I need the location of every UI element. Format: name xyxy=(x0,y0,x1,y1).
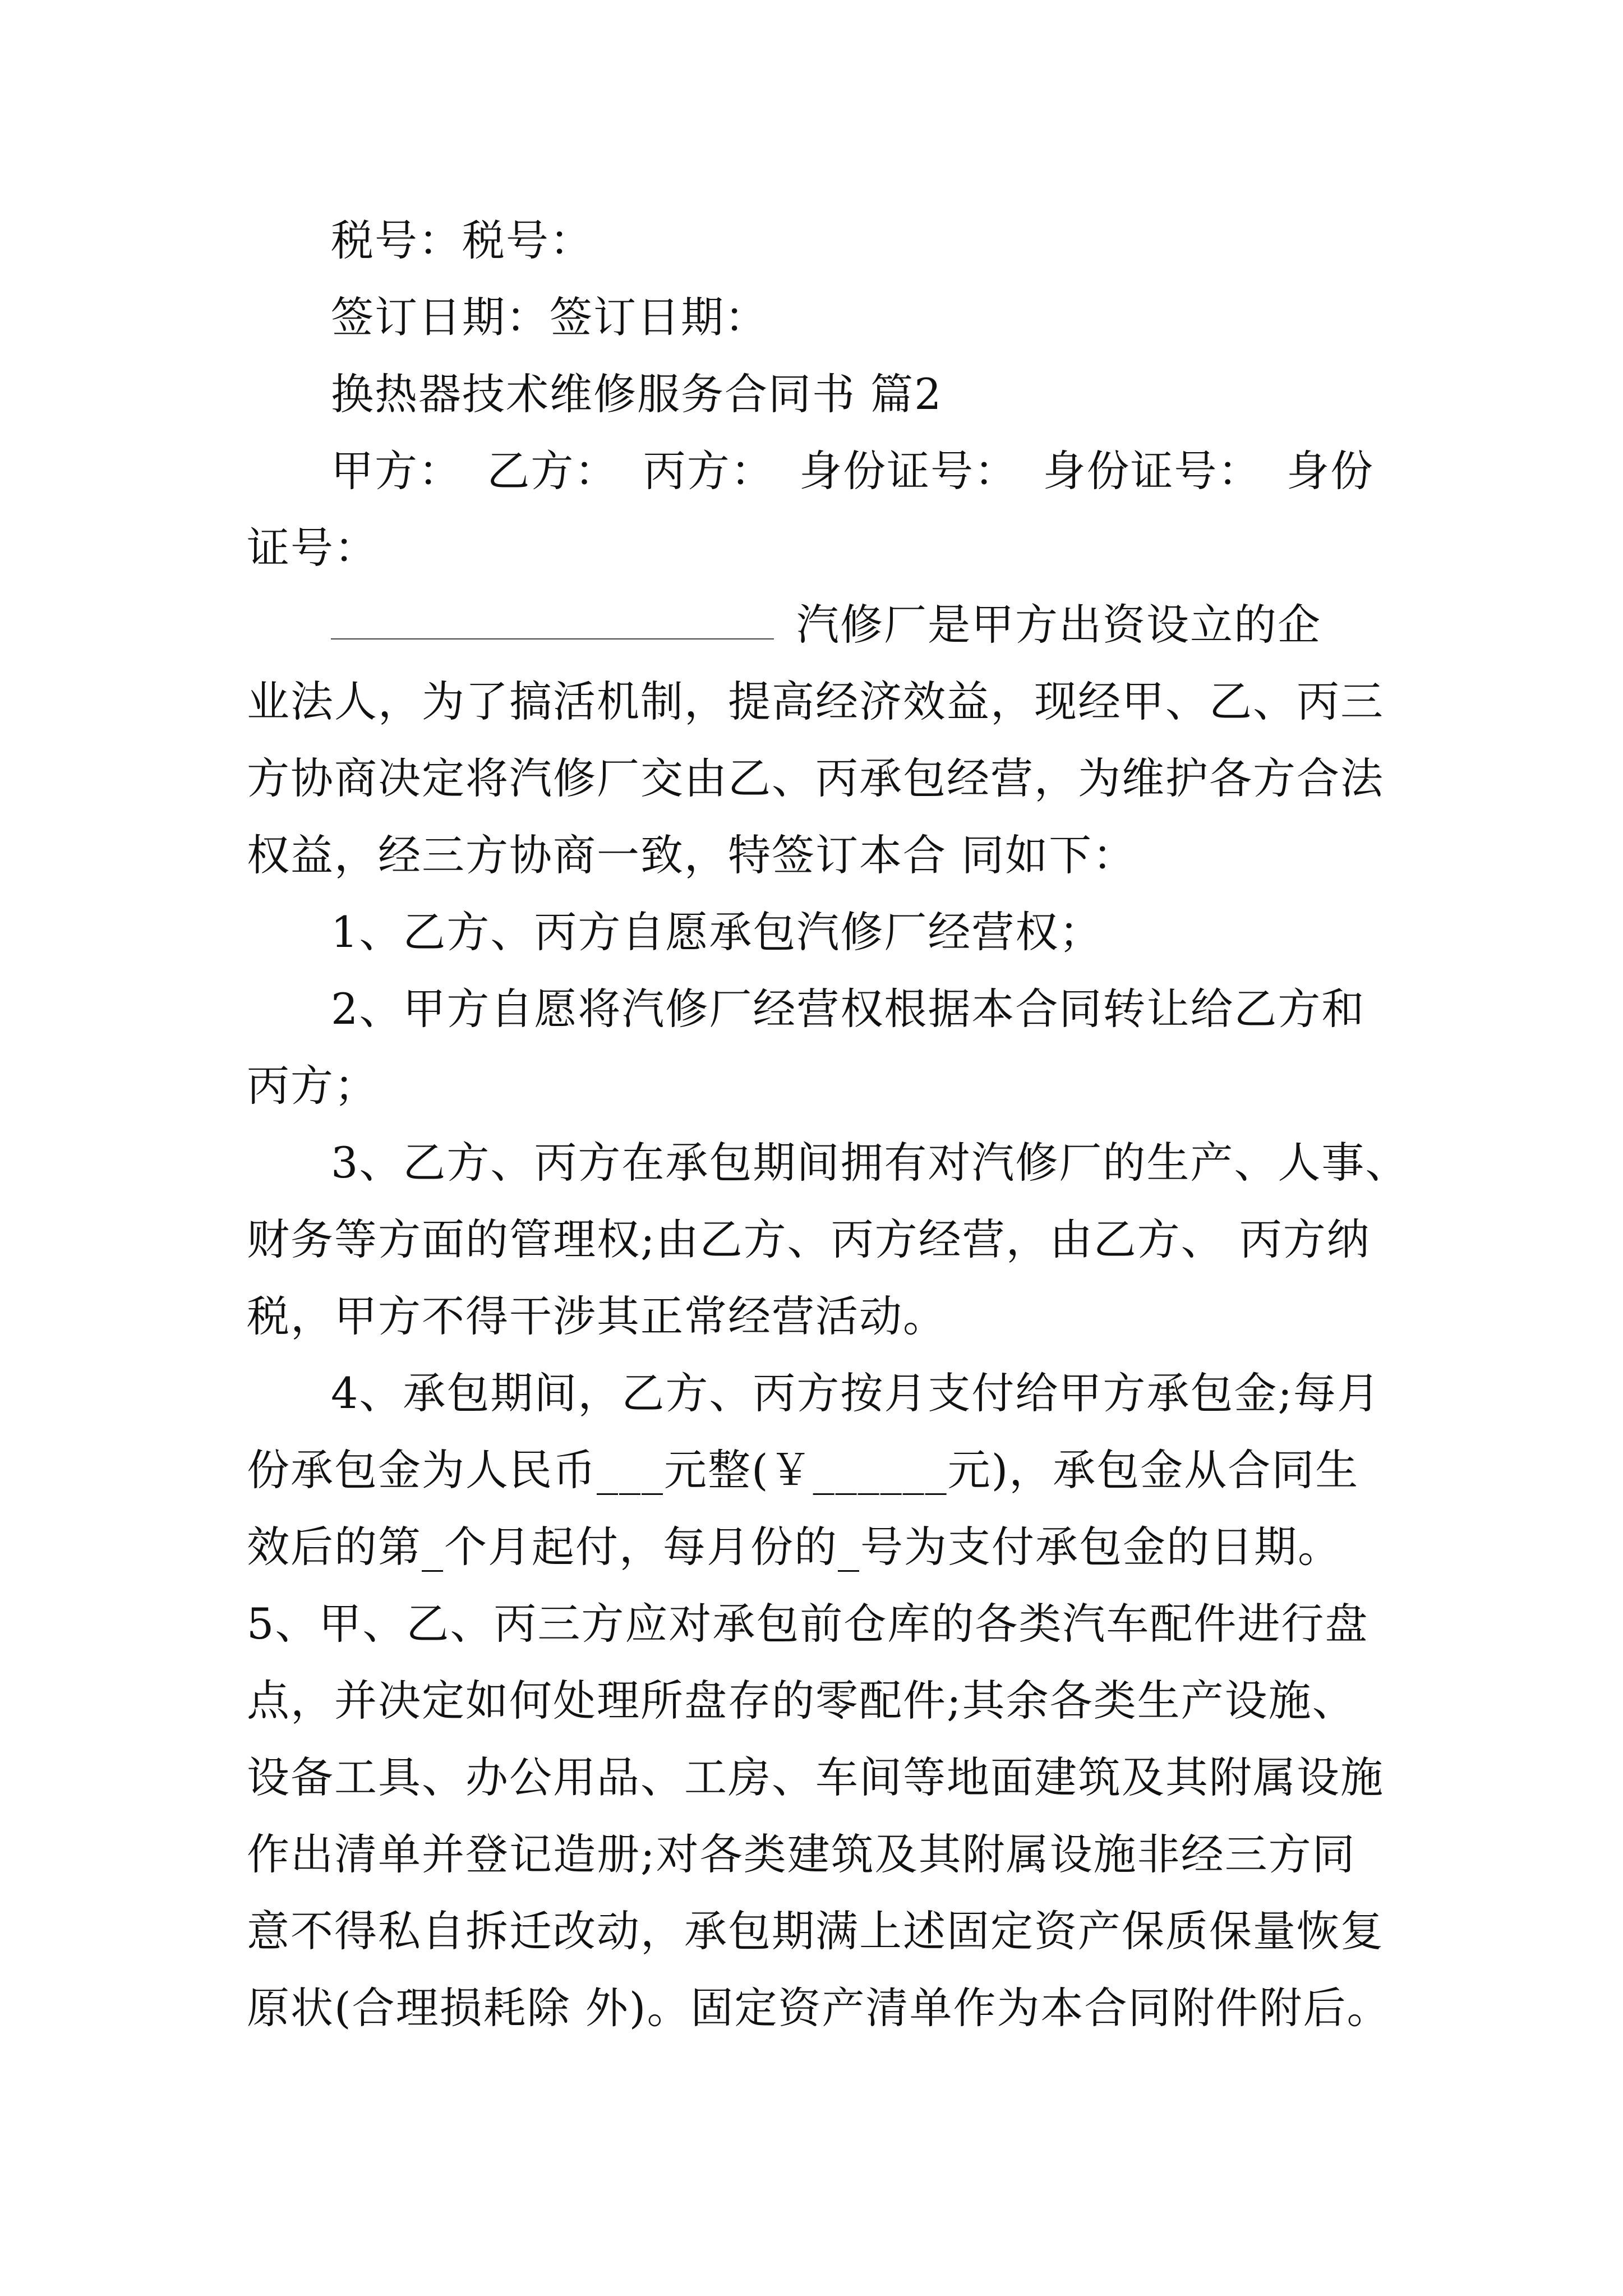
clause-5-cont: 点，并决定如何处理所盘存的零配件;其余各类生产设施、 xyxy=(247,1676,1356,1726)
clause-5-cont: 作出清单并登记造册;对各类建筑及其附属设施非经三方同 xyxy=(247,1829,1356,1879)
clause-4-cont: 份承包金为人民币___元整(￥______元)，承包金从合同生 xyxy=(247,1445,1359,1495)
party-c-label: 丙方： xyxy=(643,446,774,496)
clause-5-cont: 意不得私自拆迁改动，承包期满上述固定资产保质保量恢复 xyxy=(247,1906,1384,1956)
section-title: 换热器技术维修服务合同书 篇2 xyxy=(331,369,943,419)
clause-5: 5、甲、乙、丙三方应对承包前仓库的各类汽车配件进行盘 xyxy=(247,1599,1369,1649)
sign-date-line: 签订日期：签订日期： xyxy=(331,292,768,342)
party-b-label: 乙方： xyxy=(487,446,619,496)
clause-3-cont: 财务等方面的管理权;由乙方、丙方经营，由乙方、 丙方纳 xyxy=(247,1214,1371,1264)
intro-line: 方协商决定将汽修厂交由乙、丙承包经营，为维护各方合法 xyxy=(247,753,1384,803)
id-number-label-partial: 身份 xyxy=(1286,446,1374,496)
clause-2: 2、甲方自愿将汽修厂经营权根据本合同转让给乙方和 xyxy=(331,984,1366,1034)
clause-4: 4、承包期间，乙方、丙方按月支付给甲方承包金;每月 xyxy=(331,1368,1381,1418)
document-body xyxy=(247,202,1409,2046)
parties-line-continued: 证号： xyxy=(247,523,378,573)
intro-line: 权益，经三方协商一致，特签订本合 同如下： xyxy=(247,830,1137,880)
clause-4-cont: 效后的第_个月起付，每月份的_号为支付承包金的日期。 xyxy=(247,1522,1341,1572)
clause-3-cont: 税，甲方不得干涉其正常经营活动。 xyxy=(247,1291,947,1341)
id-number-label: 身份证号： xyxy=(799,446,1018,496)
fill-in-blank xyxy=(331,605,774,639)
intro-text: 汽修厂是甲方出资设立的企 xyxy=(796,600,1321,650)
parties-line xyxy=(247,432,1374,509)
clause-2-cont: 丙方； xyxy=(247,1061,378,1111)
clause-3: 3、乙方、丙方在承包期间拥有对汽修厂的生产、人事、 xyxy=(331,1138,1409,1188)
clause-5-cont: 原状(合理损耗除 外)。固定资产清单作为本合同附件附后。 xyxy=(247,1983,1391,2033)
party-a-label: 甲方： xyxy=(331,446,462,496)
id-number-label: 身份证号： xyxy=(1043,446,1262,496)
tax-number-line: 税号：税号： xyxy=(331,215,593,265)
intro-line: 业法人，为了搞活机制，提高经济效益，现经甲、乙、丙三 xyxy=(247,677,1384,726)
clause-1: 1、乙方、丙方自愿承包汽修厂经营权； xyxy=(331,907,1103,957)
clause-5-cont: 设备工具、办公用品、工房、车间等地面建筑及其附属设施 xyxy=(247,1752,1384,1802)
intro-first-line xyxy=(247,586,1374,663)
